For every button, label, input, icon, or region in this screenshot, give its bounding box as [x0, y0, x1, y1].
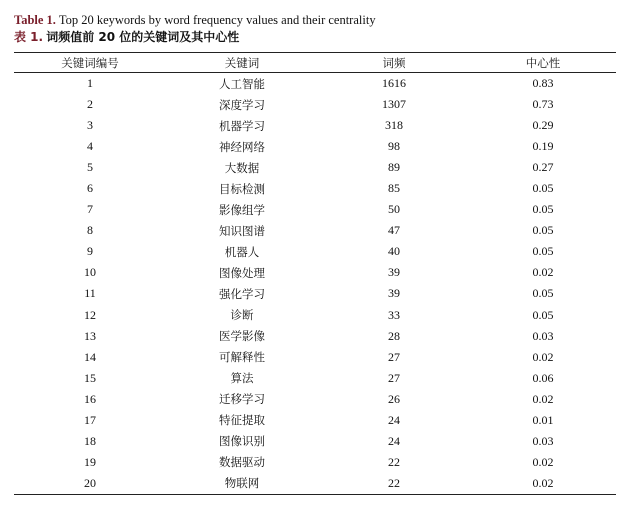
header-keyword: 关键词 — [166, 53, 318, 73]
centrality-cell: 0.73 — [532, 97, 554, 112]
centrality-cell: 0.05 — [532, 202, 554, 217]
frequency-cell: 27 — [388, 349, 400, 364]
keyword-id-cell: 18 — [84, 433, 96, 448]
keyword-cell: 机器学习 — [219, 118, 265, 133]
keyword-cell: 图像处理 — [219, 265, 265, 280]
table-row — [14, 199, 616, 220]
table-header-row — [14, 53, 616, 73]
table-row — [14, 410, 616, 431]
frequency-cell: 85 — [388, 181, 400, 196]
keyword-cell: 大数据 — [224, 160, 260, 175]
keyword-id-cell: 1 — [87, 76, 93, 91]
table-row — [14, 136, 616, 157]
keyword-cell: 影像组学 — [219, 202, 265, 217]
keyword-id-cell: 10 — [84, 265, 96, 280]
keyword-id-cell: 2 — [87, 97, 93, 112]
centrality-cell: 0.29 — [532, 118, 554, 133]
frequency-cell: 28 — [388, 328, 400, 343]
caption-english — [14, 12, 617, 29]
header-keyword-id: 关键词编号 — [14, 53, 166, 73]
table-row — [14, 368, 616, 389]
centrality-cell: 0.03 — [532, 433, 554, 448]
frequency-cell: 39 — [388, 265, 400, 280]
caption-english-label: Table 1. — [14, 13, 56, 27]
keyword-id-cell: 11 — [84, 286, 96, 301]
table-row — [14, 305, 616, 326]
keyword-id-cell: 9 — [87, 244, 93, 259]
centrality-cell: 0.27 — [532, 160, 554, 175]
keyword-cell: 人工智能 — [219, 76, 265, 91]
keyword-id-cell: 3 — [87, 118, 93, 133]
frequency-cell: 40 — [388, 244, 400, 259]
table-caption — [14, 12, 617, 46]
frequency-cell: 1307 — [382, 97, 406, 112]
keyword-cell: 迁移学习 — [219, 392, 265, 407]
keyword-id-cell: 12 — [84, 307, 96, 322]
keyword-cell: 可解释性 — [219, 350, 265, 365]
table-row — [14, 431, 616, 452]
caption-chinese — [14, 29, 617, 46]
keyword-cell: 算法 — [230, 371, 254, 386]
frequency-cell: 1616 — [382, 76, 406, 91]
frequency-cell: 24 — [388, 412, 400, 427]
table-body — [14, 73, 616, 495]
frequency-cell: 24 — [388, 433, 400, 448]
centrality-cell: 0.05 — [532, 181, 554, 196]
centrality-cell: 0.19 — [532, 139, 554, 154]
keyword-id-cell: 13 — [84, 328, 96, 343]
frequency-cell: 89 — [388, 160, 400, 175]
keyword-id-cell: 20 — [14, 473, 166, 495]
keyword-id-cell: 19 — [84, 454, 96, 469]
table-row — [14, 178, 616, 199]
frequency-cell: 33 — [388, 307, 400, 322]
header-centrality: 中心性 — [470, 53, 616, 73]
keyword-cell: 医学影像 — [219, 329, 265, 344]
centrality-cell: 0.01 — [532, 412, 554, 427]
keyword-id-cell: 6 — [87, 181, 93, 196]
keyword-table — [14, 52, 616, 495]
keyword-cell: 特征提取 — [219, 413, 265, 428]
centrality-cell: 0.05 — [532, 307, 554, 322]
frequency-cell: 27 — [388, 370, 400, 385]
centrality-cell: 0.02 — [532, 391, 554, 406]
frequency-cell: 98 — [388, 139, 400, 154]
frequency-cell: 39 — [388, 286, 400, 301]
table-row — [14, 220, 616, 241]
caption-chinese-text: 词频值前 20 位的关键词及其中心性 — [46, 30, 240, 44]
table-row — [14, 262, 616, 283]
table-row — [14, 157, 616, 178]
keyword-cell: 图像识别 — [219, 434, 265, 449]
keyword-id-cell: 4 — [87, 139, 93, 154]
centrality-cell: 0.02 — [532, 454, 554, 469]
centrality-cell: 0.02 — [470, 473, 616, 495]
caption-chinese-label: 表 1. — [14, 30, 44, 44]
keyword-id-cell: 14 — [84, 349, 96, 364]
frequency-cell: 47 — [388, 223, 400, 238]
keyword-cell: 强化学习 — [219, 286, 265, 301]
centrality-cell: 0.03 — [532, 328, 554, 343]
table-row — [14, 73, 616, 95]
table-row — [14, 115, 616, 136]
table-row — [14, 283, 616, 304]
centrality-cell: 0.02 — [532, 265, 554, 280]
table-row — [14, 389, 616, 410]
centrality-cell: 0.83 — [532, 76, 554, 91]
keyword-id-cell: 7 — [87, 202, 93, 217]
keyword-cell: 神经网络 — [219, 139, 265, 154]
table-row — [14, 326, 616, 347]
keyword-cell: 深度学习 — [219, 97, 265, 112]
keyword-id-cell: 8 — [87, 223, 93, 238]
caption-english-text: Top 20 keywords by word frequency values and their centrality — [58, 13, 376, 27]
frequency-cell: 26 — [388, 391, 400, 406]
frequency-cell: 22 — [318, 473, 470, 495]
keyword-id-cell: 16 — [84, 391, 96, 406]
centrality-cell: 0.05 — [532, 244, 554, 259]
keyword-cell: 数据驱动 — [219, 455, 265, 470]
frequency-cell: 22 — [388, 454, 400, 469]
keyword-cell: 知识图谱 — [219, 223, 265, 238]
keyword-id-cell: 5 — [87, 160, 93, 175]
frequency-cell: 318 — [385, 118, 403, 133]
header-frequency: 词频 — [318, 53, 470, 73]
centrality-cell: 0.05 — [532, 286, 554, 301]
table-row — [14, 473, 616, 495]
keyword-cell: 机器人 — [224, 244, 260, 259]
table-row — [14, 241, 616, 262]
keyword-cell: 诊断 — [230, 308, 254, 323]
centrality-cell: 0.05 — [532, 223, 554, 238]
table-row — [14, 94, 616, 115]
keyword-id-cell: 15 — [84, 370, 96, 385]
frequency-cell: 50 — [388, 202, 400, 217]
keyword-id-cell: 17 — [84, 412, 96, 427]
centrality-cell: 0.06 — [532, 370, 554, 385]
table-row — [14, 452, 616, 473]
centrality-cell: 0.02 — [532, 349, 554, 364]
table-row — [14, 347, 616, 368]
keyword-cell: 目标检测 — [219, 181, 265, 196]
keyword-cell: 物联网 — [166, 473, 318, 495]
